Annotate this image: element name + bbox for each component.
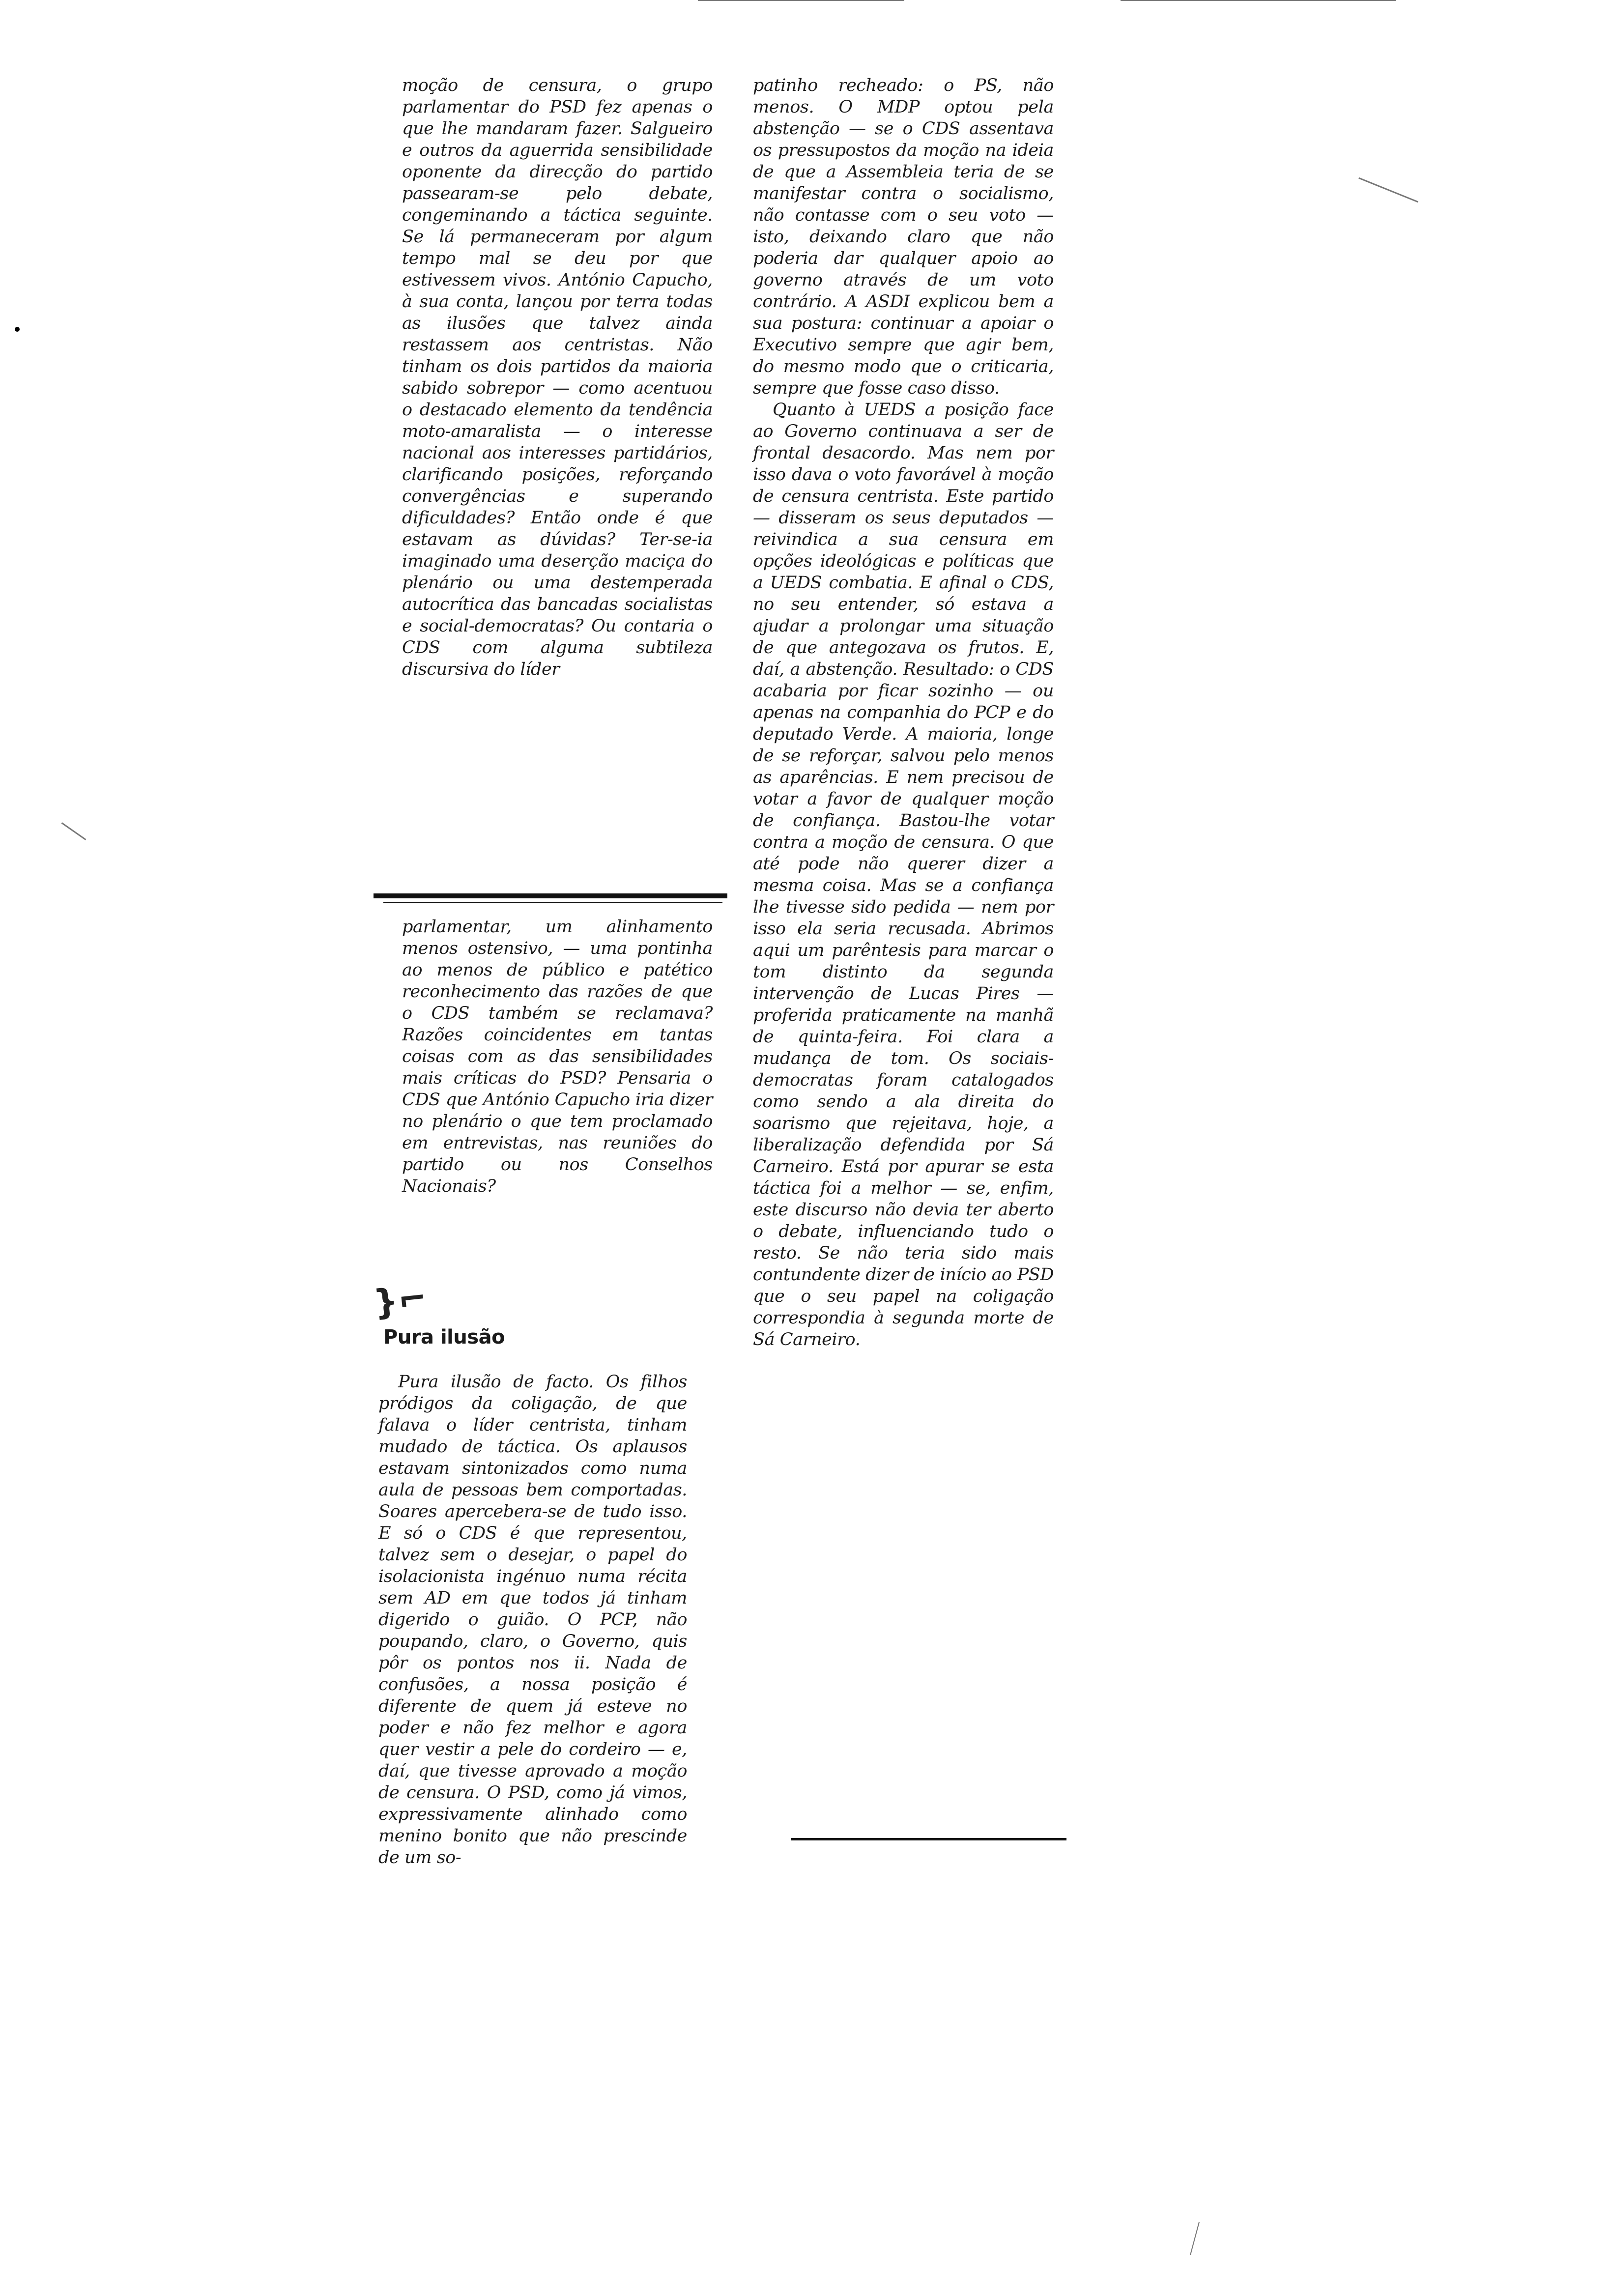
scan-streak [1358,177,1418,202]
subheading: Pura ilusão [383,1326,505,1349]
scan-streak [61,822,86,840]
column-1-top [402,75,713,680]
paragraph: moção de censura, o grupo parlamentar do PSD fez apenas o que lhe mandaram fazer. Salgueiro e outros da aguerrida sensibilidade oponente da direcção do partido passearam-se pelo debate, congeminando a táctica seguinte. Se lá permaneceram por algum tempo mal se deu por que estivessem vivos. António Capucho, à sua conta, lançou por terra todas as ilusões que talvez ainda restassem aos centristas. Não tinham os dois partidos da maioria sabido sobrepor — como acentuou o destacado elemento da tendência moto-amaralista — o interesse nacional aos interesses partidários, clarificando posições, reforçando convergências e superando dificuldades? Então onde é que estavam as dúvidas? Ter-se-ia imaginado uma deserção maciça do plenário ou uma destemperada autocrítica das bancadas socialistas e social-democratas? Ou contaria o CDS com alguma subtileza discursiva do líder [402,76,713,679]
handwritten-mark-icon: }⌐ [372,1277,429,1323]
scan-speck [15,327,20,332]
paragraph: Quanto à UEDS a posição face ao Governo continuava a ser de frontal desacordo. Mas nem por isso dava o voto favorável à moção de censura centrista. Este partido — disseram os seus deputados — reivindica a sua censura em opções ideológicas e políticas que a UEDS combatia. E afinal o CDS, no seu entender, só estava a ajudar a prolongar uma situação de que antegozava os frutos. E, daí, a abstenção. Resultado: o CDS acabaria por ficar sozinho — ou apenas na companhia do PCP e do deputado Verde. A maioria, longe de se reforçar, salvou pelo menos as aparências. E nem precisou de votar a favor de qualquer moção de confiança. Bastou-lhe votar contra a moção de censura. O que até pode não querer dizer a mesma coisa. Mas se a confiança lhe tivesse sido pedida — nem por isso ela seria recusada. Abrimos aqui um parêntesis para marcar o tom distinto da segunda intervenção de Lucas Pires — proferida praticamente na manhã de quinta-feira. Foi clara a mudança de tom. Os sociais-democratas foram catalogados como sendo a ala direita do soarismo que rejeitava, hoje, a liberalização defendida por Sá Carneiro. Está por apurar se esta táctica foi a melhor — se, enfim, este discurso não devia ter aberto o debate, influenciando tudo o resto. Se não teria sido mais contundente dizer de início ao PSD que o seu papel na coligação correspondia à segunda morte de Sá Carneiro. [753,400,1054,1349]
scan-streak [698,0,904,1]
paragraph: parlamentar, um alinhamento menos ostensivo, — uma pontinha ao menos de público e patético reconhecimento das razões de que o CDS também se reclamava? Razões coincidentes em tantas coisas com as das sensibilidades mais críticas do PSD? Pensaria o CDS que António Capucho iria dizer no plenário o que tem proclamado em entrevistas, nas reuniões do partido ou nos Conselhos Nacionais? [402,917,713,1196]
column-2 [753,75,1054,1350]
scan-streak [1190,2222,1200,2255]
column-1-bottom [402,916,713,1197]
column-break-rule-thin [383,902,722,903]
paragraph: patinho recheado: o PS, não menos. O MDP optou pela abstenção — se o CDS assentava os pressupostos da moção na ideia de que a Assembleia teria de se manifestar contra o socialismo, não contasse com o seu voto — isto, deixando claro que não poderia dar qualquer apoio ao governo através de um voto contrário. A ASDI explicou bem a sua postura: continuar a apoiar o Executivo sempre que agir bem, do mesmo modo que o criticaria, sempre que fosse caso disso. [753,76,1054,398]
column-break-rule [374,893,727,898]
column-1-final [378,1371,687,1868]
end-rule [791,1838,1066,1840]
scan-streak [1121,0,1396,1]
paragraph: Pura ilusão de facto. Os filhos pródigos da coligação, de que falava o líder centrista, tinham mudado de táctica. Os aplausos estavam sintonizados como numa aula de pessoas bem comportadas. Soares apercebera-se de tudo isso. E só o CDS é que representou, talvez sem o desejar, o papel do isolacionista ingénuo numa récita sem AD em que todos já tinham digerido o guião. O PCP, não poupando, claro, o Governo, quis pôr os pontos nos ii. Nada de confusões, a nossa posição é diferente de quem já esteve no poder e não fez melhor e agora quer vestir a pele do cordeiro — e, daí, que tivesse aprovado a moção de censura. O PSD, como já vimos, expressivamente alinhado como menino bonito que não prescinde de um so- [378,1372,687,1867]
